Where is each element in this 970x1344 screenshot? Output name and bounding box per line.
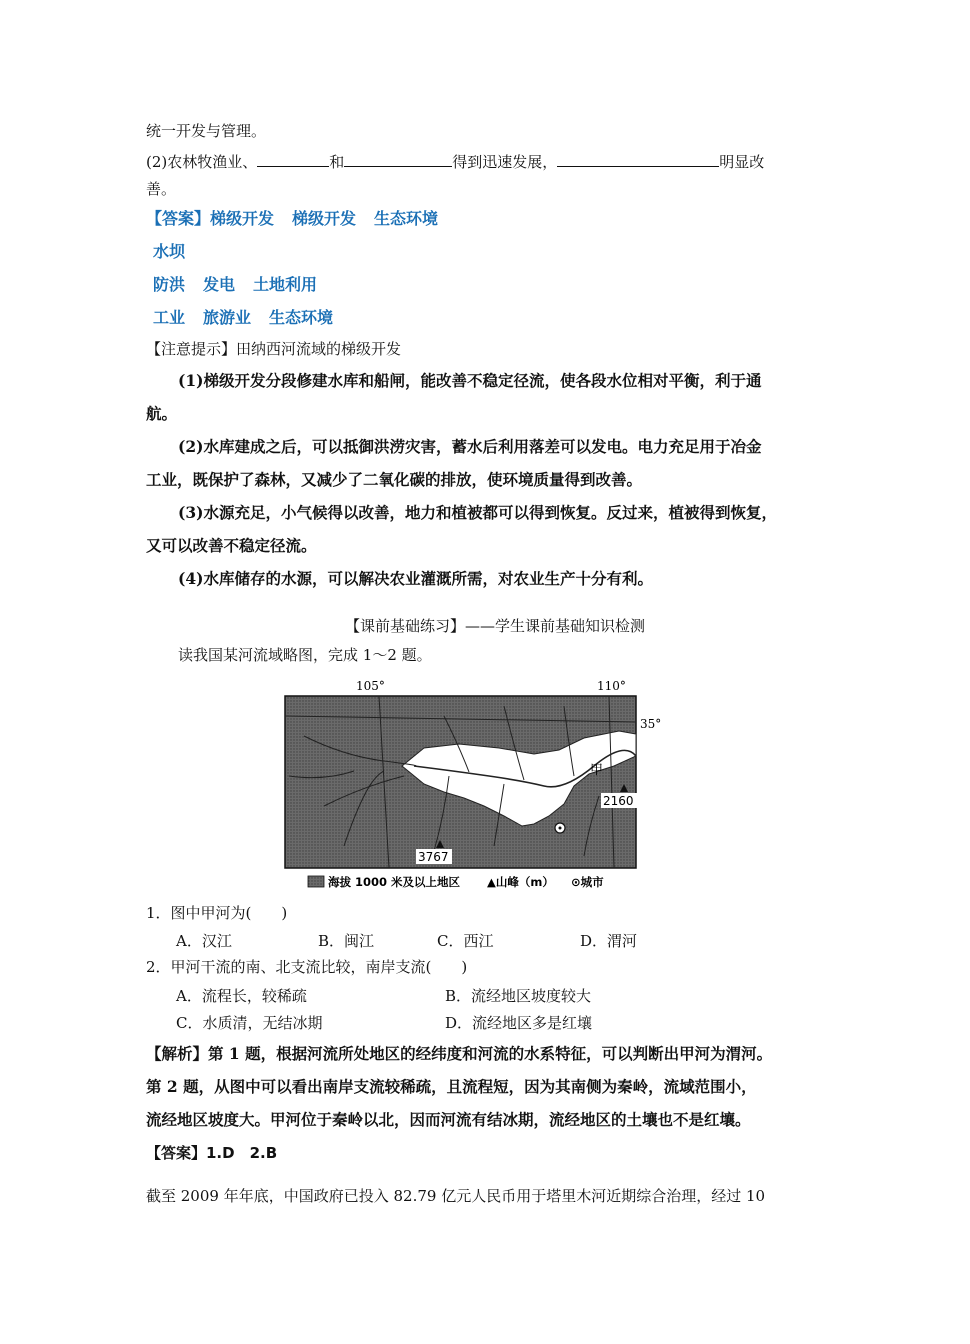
answer-row-2 bbox=[153, 242, 185, 262]
q2-and: 和 bbox=[329, 153, 345, 171]
answer-label: 【答案】 bbox=[146, 209, 211, 228]
q2-option-c[interactable]: C．水质清，无结冰期 bbox=[176, 1014, 323, 1032]
q2-prefix: (2)农林牧渔业、 bbox=[146, 153, 258, 171]
intro: 读我国某河流域略图，完成 1～2 题。 bbox=[178, 646, 432, 664]
lon-label-110: 110° bbox=[597, 679, 626, 693]
blank-3[interactable] bbox=[557, 150, 719, 167]
q1-option-b[interactable]: B．闽江 bbox=[318, 932, 375, 950]
legend-peak: ▲山峰（m） bbox=[487, 875, 554, 889]
answer-item: 水坝 bbox=[153, 242, 186, 261]
answer-item: 工业 bbox=[153, 308, 186, 327]
peak-label-3767: 3767 bbox=[418, 850, 449, 864]
legend-highland-swatch bbox=[308, 876, 324, 887]
answer-item: 生态环境 bbox=[269, 308, 334, 327]
river-label-jia: 甲 bbox=[590, 763, 604, 778]
q2-tail: 善。 bbox=[146, 180, 177, 198]
legend-city: ⊙城市 bbox=[571, 875, 604, 889]
para-tail: 统一开发与管理。 bbox=[146, 122, 267, 140]
lon-label-105: 105° bbox=[356, 679, 385, 693]
river-basin-map bbox=[284, 676, 662, 894]
note-p4: (4)水库储存的水源，可以解决农业灌溉所需，对农业生产十分有利。 bbox=[178, 569, 653, 588]
q2-suffix: 明显改 bbox=[719, 153, 765, 171]
q1-option-c[interactable]: C．西江 bbox=[437, 932, 494, 950]
q2-mid: 得到迅速发展， bbox=[452, 153, 558, 171]
answer-item: 生态环境 bbox=[374, 209, 439, 228]
legend-highland: 海拔 1000 米及以上地区 bbox=[328, 875, 461, 889]
answer-item: 发电 bbox=[203, 275, 236, 294]
last-line: 截至 2009 年年底，中国政府已投入 82.79 亿元人民币用于塔里木河近期综合治理，经过 10 bbox=[146, 1187, 766, 1205]
answer-2: 【答案】1.D 2.B bbox=[146, 1144, 278, 1162]
answer-item: 梯级开发 bbox=[292, 209, 357, 228]
note-p3a: (3)水源充足，小气候得以改善，地力和植被都可以得到恢复。反过来，植被得到恢复， bbox=[178, 503, 777, 522]
answer-row-4 bbox=[153, 308, 333, 328]
q2-stem: 2．甲河干流的南、北支流比较，南岸支流( ) bbox=[146, 958, 468, 976]
note-p3b: 又可以改善不稳定径流。 bbox=[146, 536, 317, 555]
blank-2[interactable] bbox=[344, 150, 452, 167]
q2-option-a[interactable]: A．流程长，较稀疏 bbox=[176, 987, 307, 1005]
city-icon-dot bbox=[559, 827, 562, 830]
note-p1b: 航。 bbox=[146, 404, 178, 423]
analysis-line-3: 流经地区坡度大。甲河位于秦岭以北，因而河流有结冰期，流经地区的土壤也不是红壤。 bbox=[146, 1110, 751, 1129]
answer-row-1 bbox=[146, 209, 438, 229]
analysis-line-2: 第 2 题，从图中可以看出南岸支流较稀疏，且流程短，因为其南侧为秦岭，流域范围小， bbox=[146, 1077, 757, 1096]
lat-label-35: 35° bbox=[640, 717, 662, 731]
q1-stem: 1．图中甲河为( ) bbox=[146, 904, 288, 922]
section-title: 【课前基础练习】——学生课前基础知识检测 bbox=[344, 617, 645, 635]
answer-item: 旅游业 bbox=[203, 308, 252, 327]
answer-item: 防洪 bbox=[153, 275, 186, 294]
note-p1a: (1)梯级开发分段修建水库和船闸，能改善不稳定径流，使各段水位相对平衡，利于通 bbox=[178, 371, 762, 390]
answer-row-3 bbox=[153, 275, 317, 295]
q1-option-a[interactable]: A．汉江 bbox=[176, 932, 232, 950]
answer-item: 梯级开发 bbox=[210, 209, 275, 228]
note-p2a: (2)水库建成之后，可以抵御洪涝灾害，蓄水后利用落差可以发电。电力充足用于冶金 bbox=[178, 437, 762, 456]
blank-1[interactable] bbox=[257, 150, 329, 167]
q1-option-d[interactable]: D．渭河 bbox=[580, 932, 638, 950]
note-p2b: 工业，既保护了森林，又减少了二氧化碳的排放，使环境质量得到改善。 bbox=[146, 470, 643, 489]
q2-option-d[interactable]: D．流经地区多是红壤 bbox=[445, 1014, 593, 1032]
question-2-fill-blank bbox=[146, 150, 764, 172]
note-title: 【注意提示】田纳西河流域的梯级开发 bbox=[146, 340, 402, 358]
peak-label-2160: 2160 bbox=[603, 794, 634, 808]
answer-item: 土地利用 bbox=[253, 275, 318, 294]
analysis-line-1: 【解析】第 1 题，根据河流所处地区的经纬度和河流的水系特征，可以判断出甲河为渭河。 bbox=[146, 1044, 773, 1063]
q2-option-b[interactable]: B．流经地区坡度较大 bbox=[445, 987, 592, 1005]
